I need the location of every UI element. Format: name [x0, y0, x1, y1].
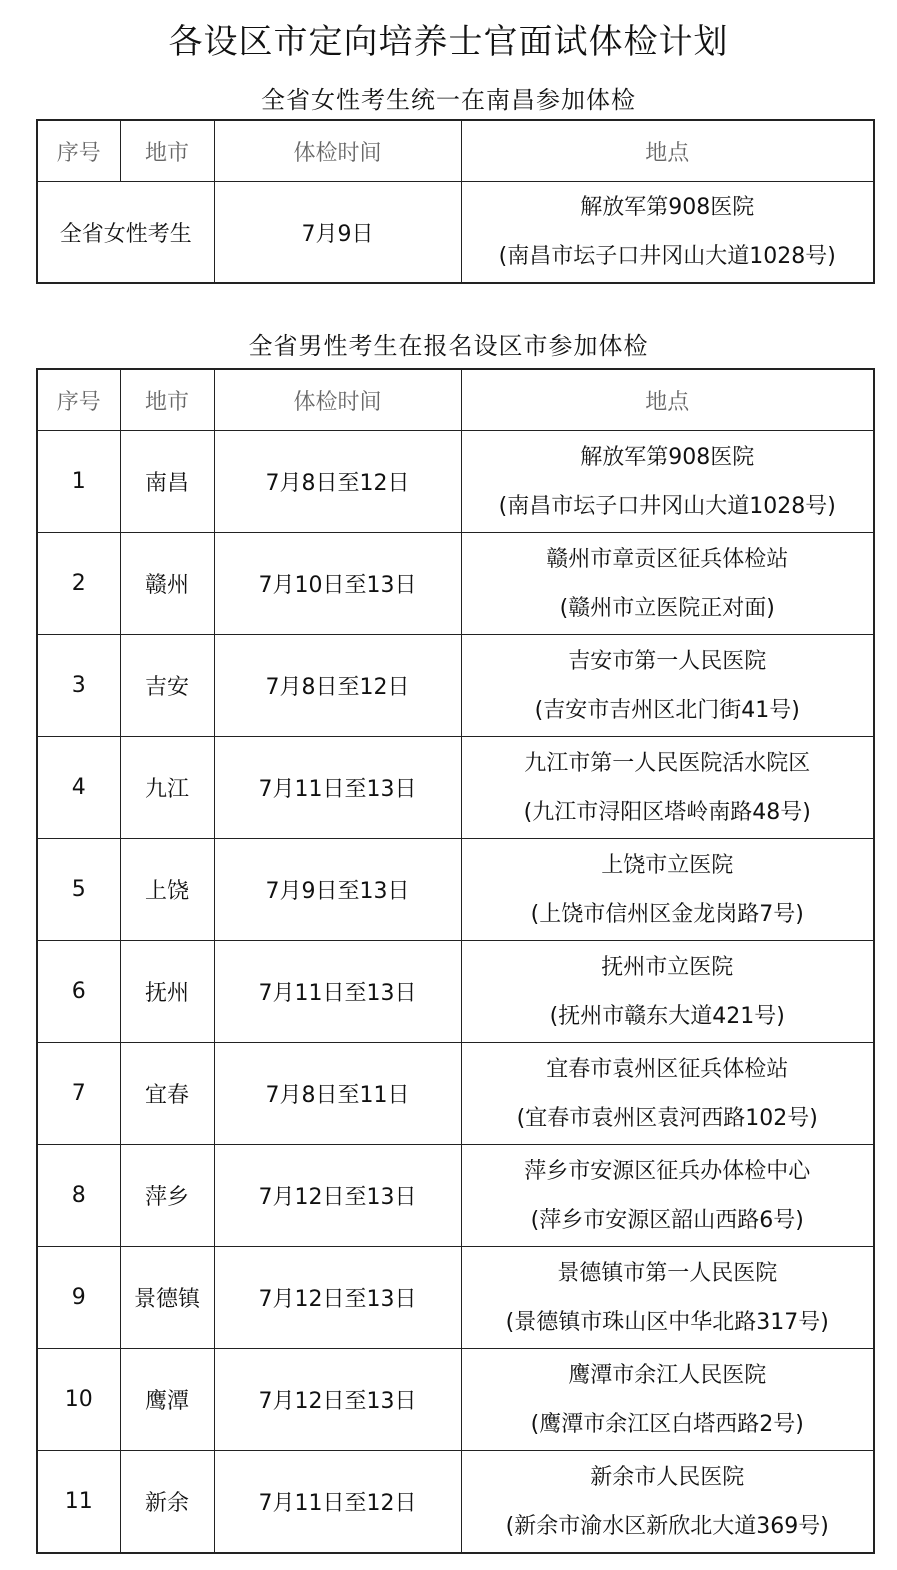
table-header-row	[37, 369, 874, 431]
row-number: 4	[37, 737, 120, 839]
table-row	[37, 737, 874, 839]
table-header-row	[37, 120, 874, 182]
location-address: (吉安市吉州区北门街41号)	[534, 697, 800, 723]
location-address: (赣州市立医院正对面)	[559, 595, 775, 621]
location-name: 吉安市第一人民医院	[568, 648, 767, 674]
location-name: 解放军第908医院	[580, 444, 755, 470]
row-city: 赣州	[120, 533, 214, 635]
row-location	[461, 533, 874, 635]
row-time: 7月12日至13日	[214, 1247, 461, 1349]
location-address: (鹰潭市余江区白塔西路2号)	[530, 1411, 804, 1437]
table-row	[37, 431, 874, 533]
row-time: 7月8日至11日	[214, 1043, 461, 1145]
row-time: 7月11日至12日	[214, 1451, 461, 1554]
row-city: 南昌	[120, 431, 214, 533]
row-number: 6	[37, 941, 120, 1043]
table-row	[37, 1145, 874, 1247]
location-address: (抚州市赣东大道421号)	[549, 1003, 785, 1029]
header-place: 地点	[461, 120, 874, 182]
row-location	[461, 635, 874, 737]
table-row	[37, 941, 874, 1043]
location-name: 赣州市章贡区征兵体检站	[546, 546, 789, 572]
header-city: 地市	[120, 120, 214, 182]
header-time: 体检时间	[214, 120, 461, 182]
location-name: 景德镇市第一人民医院	[557, 1260, 778, 1286]
row-city: 吉安	[120, 635, 214, 737]
female-row-label: 全省女性考生	[37, 182, 214, 284]
location-name: 解放军第908医院	[580, 195, 755, 220]
male-schedule-table	[36, 368, 875, 1554]
table-row	[37, 1247, 874, 1349]
location-address: (萍乡市安源区韶山西路6号)	[530, 1207, 804, 1233]
location-address: (上饶市信州区金龙岗路7号)	[530, 901, 804, 927]
location-address: (新余市渝水区新欣北大道369号)	[505, 1513, 829, 1539]
table-row	[37, 839, 874, 941]
row-time: 7月12日至13日	[214, 1145, 461, 1247]
table-row	[37, 635, 874, 737]
female-row-time: 7月9日	[214, 182, 461, 284]
row-city: 九江	[120, 737, 214, 839]
row-number: 5	[37, 839, 120, 941]
row-location	[461, 1043, 874, 1145]
header-no: 序号	[37, 120, 120, 182]
row-city: 新余	[120, 1451, 214, 1554]
row-number: 11	[37, 1451, 120, 1554]
location-name: 上饶市立医院	[601, 852, 734, 878]
header-time: 体检时间	[214, 369, 461, 431]
header-city: 地市	[120, 369, 214, 431]
row-location	[461, 1349, 874, 1451]
row-time: 7月11日至13日	[214, 737, 461, 839]
table-row	[37, 1451, 874, 1554]
row-city: 景德镇	[120, 1247, 214, 1349]
table-row	[37, 533, 874, 635]
location-name: 抚州市立医院	[601, 954, 734, 980]
header-place: 地点	[461, 369, 874, 431]
location-name: 萍乡市安源区征兵办体检中心	[524, 1158, 811, 1184]
row-time: 7月10日至13日	[214, 533, 461, 635]
row-location	[461, 941, 874, 1043]
row-time: 7月8日至12日	[214, 431, 461, 533]
location-address: (南昌市坛子口井冈山大道1028号)	[498, 244, 836, 269]
row-time: 7月9日至13日	[214, 839, 461, 941]
male-section-subtitle: 全省男性考生在报名设区市参加体检	[248, 332, 649, 360]
row-number: 3	[37, 635, 120, 737]
row-location	[461, 1247, 874, 1349]
row-number: 2	[37, 533, 120, 635]
row-number: 9	[37, 1247, 120, 1349]
location-address: (南昌市坛子口井冈山大道1028号)	[498, 493, 836, 519]
row-location	[461, 1451, 874, 1554]
table-row	[37, 1349, 874, 1451]
row-location	[461, 839, 874, 941]
row-time: 7月8日至12日	[214, 635, 461, 737]
table-row	[37, 1043, 874, 1145]
row-location	[461, 1145, 874, 1247]
page-title: 各设区市定向培养士官面试体检计划	[168, 22, 729, 62]
row-city: 鹰潭	[120, 1349, 214, 1451]
row-city: 宜春	[120, 1043, 214, 1145]
row-city: 上饶	[120, 839, 214, 941]
row-number: 1	[37, 431, 120, 533]
row-location	[461, 431, 874, 533]
location-name: 九江市第一人民医院活水院区	[524, 750, 811, 776]
location-name: 新余市人民医院	[590, 1464, 745, 1490]
header-no: 序号	[37, 369, 120, 431]
row-time: 7月12日至13日	[214, 1349, 461, 1451]
location-address: (景德镇市珠山区中华北路317号)	[505, 1309, 829, 1335]
row-city: 萍乡	[120, 1145, 214, 1247]
location-address: (九江市浔阳区塔岭南路48号)	[523, 799, 811, 825]
row-number: 8	[37, 1145, 120, 1247]
table-row	[37, 182, 874, 284]
row-time: 7月11日至13日	[214, 941, 461, 1043]
row-number: 10	[37, 1349, 120, 1451]
female-section-subtitle: 全省女性考生统一在南昌参加体检	[261, 86, 636, 114]
female-row-location	[461, 182, 874, 284]
female-schedule-table	[36, 119, 875, 284]
location-name: 鹰潭市余江人民医院	[568, 1362, 767, 1388]
row-number: 7	[37, 1043, 120, 1145]
row-location	[461, 737, 874, 839]
location-name: 宜春市袁州区征兵体检站	[546, 1056, 789, 1082]
location-address: (宜春市袁州区袁河西路102号)	[516, 1105, 818, 1131]
row-city: 抚州	[120, 941, 214, 1043]
